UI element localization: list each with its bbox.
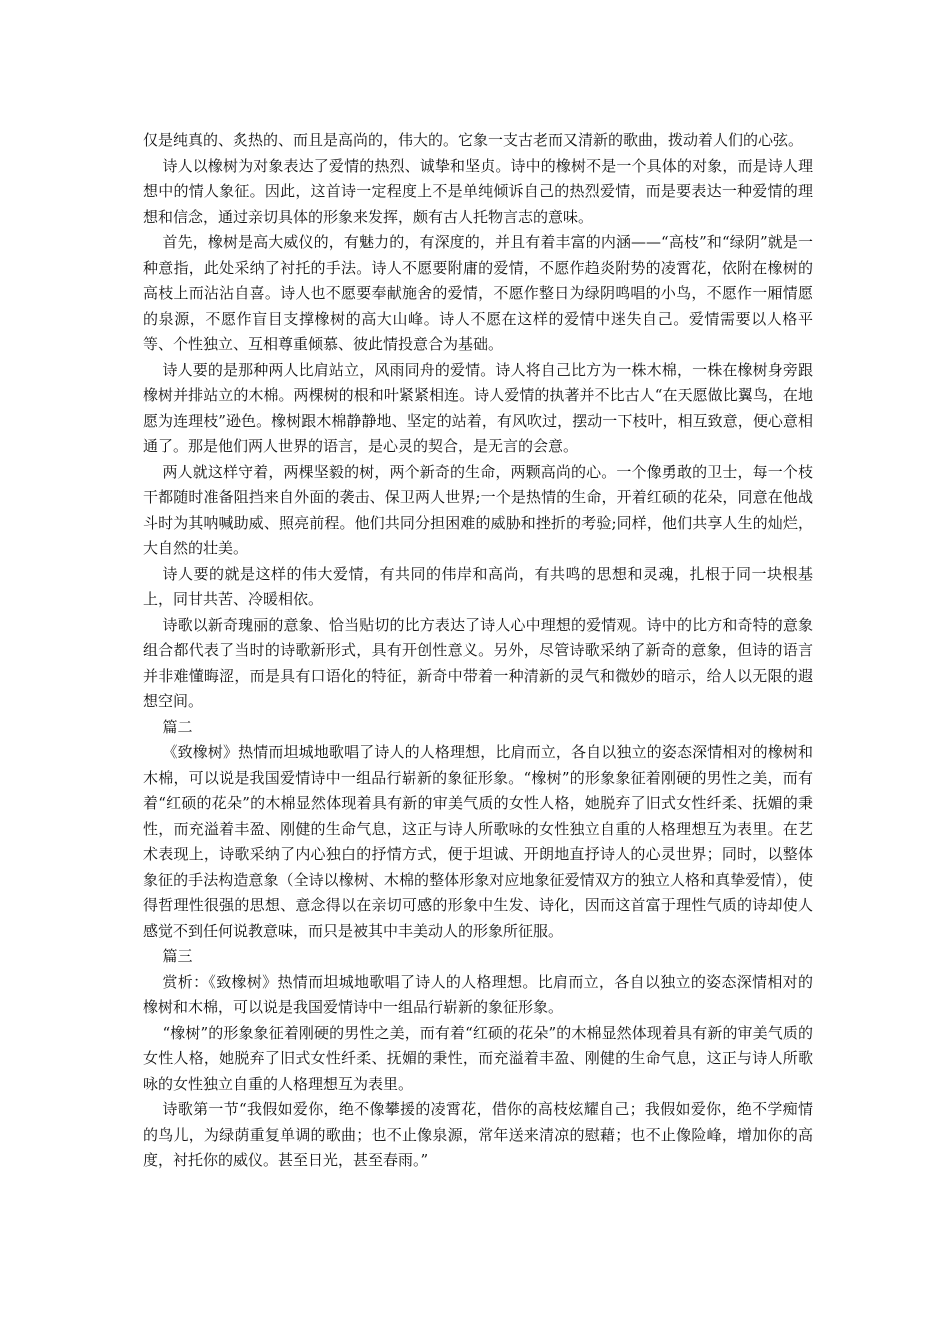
paragraph: 诗人要的是那种两人比肩站立，风雨同舟的爱情。诗人将自己比方为一株木棉，一株在橡树身旁跟橡树并排站立的木棉。两棵树的根和叶紧紧相连。诗人爱情的执著并不比古人“在天愿做比翼鸟，在地愿为连理枝”逊色。橡树跟木棉静静地、坚定的站着，有风吹过，摆动一下枝叶，相互致意，便心意相通了。那是他们两人世界的语言，是心灵的契合，是无言的会意。 xyxy=(143,360,813,455)
paragraph: “橡树”的形象象征着刚硬的男性之美，而有着“红硕的花朵”的木棉显然体现着具有新的审美气质的女性人格，她脱弃了旧式女性纤柔、抚媚的秉性，而充溢着丰盈、刚健的生命气息，这正与诗人所歌咏的女性独立自重的人格理想互为表里。 xyxy=(143,1023,813,1093)
paragraph: 诗人要的就是这样的伟大爱情，有共同的伟岸和高尚，有共鸣的思想和灵魂，扎根于同一块根基上，同甘共苦、冷暖相依。 xyxy=(143,564,813,608)
section-heading: 篇二 xyxy=(162,717,193,736)
section-heading: 篇三 xyxy=(162,947,193,965)
document-body xyxy=(143,128,813,1174)
paragraph: 两人就这样守着，两棵坚毅的树，两个新奇的生命，两颗高尚的心。一个像勇敢的卫士，每一个枝干都随时准备阻挡来自外面的袭击、保卫两人世界;一个是热情的生命，开着红硕的花朵，同意在他战斗时为其呐喊助威、照亮前程。他们共同分担困难的威胁和挫折的考验;同样，他们共享人生的灿烂，大自然的壮美。 xyxy=(143,462,813,557)
paragraph: 仅是纯真的、炙热的、而且是高尚的，伟大的。它象一支古老而又清新的歌曲，拨动着人们的心弦。 xyxy=(143,131,804,149)
paragraph: 诗人以橡树为对象表达了爱情的热烈、诚挚和坚贞。诗中的橡树不是一个具体的对象，而是诗人理想中的情人象征。因此，这首诗一定程度上不是单纯倾诉自己的热烈爱情，而是要表达一种爱情的理想和信念，通过亲切具体的形象来发挥，颇有古人托物言志的意味。 xyxy=(143,156,813,226)
paragraph: 诗歌以新奇瑰丽的意象、恰当贴切的比方表达了诗人心中理想的爱情观。诗中的比方和奇特的意象组合都代表了当时的诗歌新形式，具有开创性意义。另外，尽管诗歌采纳了新奇的意象，但诗的语言并非难懂晦涩，而是具有口语化的特征，新奇中带着一种清新的灵气和微妙的暗示，给人以无限的遐想空间。 xyxy=(143,615,813,710)
paragraph: 诗歌第一节“我假如爱你，绝不像攀援的凌霄花，借你的高枝炫耀自己；我假如爱你，绝不学痴情的鸟儿，为绿荫重复单调的歌曲；也不止像泉源，常年送来清凉的慰藉；也不止像险峰，增加你的高度，衬托你的威仪。甚至日光，甚至春雨。” xyxy=(143,1100,813,1169)
paragraph: 赏析：《致橡树》热情而坦城地歌唱了诗人的人格理想。比肩而立，各自以独立的姿态深情相对的橡树和木棉，可以说是我国爱情诗中一组品行崭新的象征形象。 xyxy=(143,972,813,1016)
paragraph: 首先，橡树是高大威仪的，有魅力的，有深度的，并且有着丰富的内涵——“高枝”和“绿阴”就是一种意指，此处采纳了衬托的手法。诗人不愿要附庸的爱情，不愿作趋炎附势的凌霄花，依附在橡树的高枝上而沾沾自喜。诗人也不愿要奉献施舍的爱情，不愿作整日为绿阴鸣唱的小鸟，不愿作一厢情愿的泉源，不愿作盲目支撑橡树的高大山峰。诗人不愿在这样的爱情中迷失自己。爱情需要以人格平等、个性独立、互相尊重倾慕、彼此情投意合为基础。 xyxy=(143,233,813,353)
paragraph: 《致橡树》热情而坦城地歌唱了诗人的人格理想，比肩而立，各自以独立的姿态深情相对的橡树和木棉，可以说是我国爱情诗中一组品行崭新的象征形象。“橡树”的形象象征着刚硬的男性之美，而有着“红硕的花朵”的木棉显然体现着具有新的审美气质的女性人格，她脱弃了旧式女性纤柔、抚媚的秉性，而充溢着丰盈、刚健的生命气息，这正与诗人所歌咏的女性独立自重的人格理想互为表里。在艺术表现上，诗歌采纳了内心独白的抒情方式，便于坦诚、开朗地直抒诗人的心灵世界；同时，以整体象征的手法构造意象（全诗以橡树、木棉的整体形象对应地象征爱情双方的独立人格和真挚爱情），使得哲理性很强的思想、意念得以在亲切可感的形象中生发、诗化，因而这首富于理性气质的诗却使人感觉不到任何说教意味，而只是被其中丰美动人的形象所征服。 xyxy=(143,743,813,940)
